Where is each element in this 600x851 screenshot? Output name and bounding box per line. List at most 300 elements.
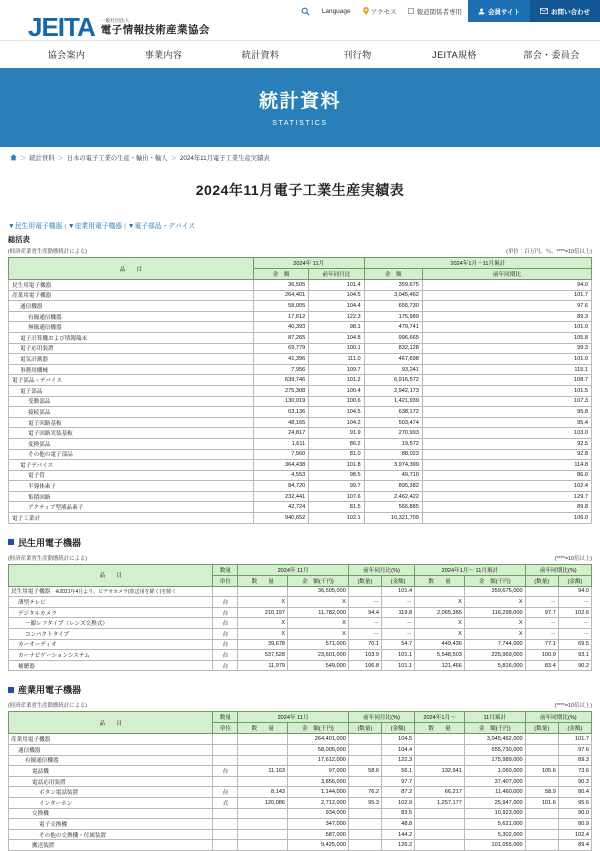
row-yoy: 104.8: [309, 332, 364, 343]
summary-table: [8, 257, 592, 524]
row-cum-amount: 996,665: [364, 332, 422, 343]
row-qty: 11,979: [238, 660, 288, 671]
brand-sub-small: 一般社団法人: [100, 18, 130, 24]
row-amount: 264,401,000: [288, 734, 349, 745]
nav-item-standards[interactable]: JEITA規格: [432, 50, 477, 60]
industrial-col-item: 品 目: [9, 712, 213, 734]
row-cum-amount: 37,407,000: [464, 776, 525, 787]
table-row: [9, 481, 592, 492]
row-amount: X: [288, 597, 349, 608]
row-item-name: デジタルカメラ: [9, 607, 213, 618]
row-amount: 69,779: [253, 343, 308, 354]
search-button[interactable]: [295, 0, 316, 22]
utility-item-press[interactable]: [402, 0, 468, 22]
row-yoy: 100.1: [309, 343, 364, 354]
member-site-label: 会員サイト: [487, 8, 520, 16]
summary-col-amount: 金 額: [253, 269, 308, 280]
row-amount: 587,000: [288, 829, 349, 840]
row-yoy: 101.4: [309, 280, 364, 291]
row-cum-qty: [415, 776, 465, 787]
summary-title: 総括表: [8, 235, 30, 244]
row-unit: 台: [213, 629, 238, 640]
row-amount: 17,612,000: [288, 755, 349, 766]
row-unit: 台: [213, 618, 238, 629]
row-cum-yoy: 106.0: [422, 513, 591, 524]
row-item-name: 産業用電子機器: [9, 290, 254, 301]
row-amount: 2,712,000: [288, 797, 349, 808]
row-yoy-amount: 101.4: [381, 586, 414, 597]
row-cum-qty: X: [415, 618, 465, 629]
row-yoy: 98.5: [309, 470, 364, 481]
page-title: 2024年11月電子工業生産実績表: [195, 182, 405, 198]
table-row: [9, 808, 592, 819]
summary-col-item: 品 目: [9, 258, 254, 280]
row-item-name: 電子計算機および情報端末: [9, 332, 254, 343]
table-row: [9, 470, 592, 481]
row-yoy-amount: 48.8: [381, 819, 414, 830]
row-cum-amount: 116,298,000: [464, 607, 525, 618]
content-area: [0, 220, 600, 851]
table-row: [9, 280, 592, 291]
row-cum-yoy-amount: 95.6: [558, 797, 591, 808]
row-cum-amount: 2,462,422: [364, 491, 422, 502]
row-cum-amount: 5,302,000: [464, 829, 525, 840]
table-row: [9, 428, 592, 439]
industrial-col-qty-unit-1: 数量: [213, 712, 238, 723]
row-cum-yoy-amount: 90.3: [558, 776, 591, 787]
row-yoy-amount: 144.2: [381, 829, 414, 840]
row-item-name: 民生用電子機器 ※2021年4月より、ビデオカメラ(放送用を除く)を除く: [9, 586, 213, 597]
row-item-name: 電子デバイス: [9, 460, 254, 471]
row-amount: 36,505,000: [288, 586, 349, 597]
hero-subtitle: STATISTICS: [272, 120, 328, 127]
industrial-col-month: 2024年 11月: [238, 712, 349, 723]
row-cum-amount: X: [464, 618, 525, 629]
square-bullet-icon: [8, 687, 14, 693]
row-cum-yoy-qty: 105.6: [525, 766, 558, 777]
row-yoy: 107.6: [309, 491, 364, 502]
row-cum-amount: 359,675,000: [464, 586, 525, 597]
row-amount: 347,000: [288, 819, 349, 830]
nav-item-committees[interactable]: 部会・委員会: [523, 50, 580, 60]
row-yoy-amount: 119.8: [381, 607, 414, 618]
row-cum-yoy: 89.8: [422, 502, 591, 513]
row-yoy: 99.7: [309, 481, 364, 492]
row-yoy-amount: 97.7: [381, 776, 414, 787]
row-qty: 120,086: [238, 797, 288, 808]
row-cum-yoy-qty: 97.7: [525, 607, 558, 618]
row-item-name: カーナビゲーションシステム: [9, 650, 213, 661]
anchor-consumer[interactable]: ▼民生用電子機器: [8, 223, 63, 230]
row-cum-qty: 2,065,365: [415, 607, 465, 618]
row-unit: [213, 776, 238, 787]
row-yoy-amount: 54.7: [381, 639, 414, 650]
row-amount: 1,144,000: [288, 787, 349, 798]
row-qty: [238, 734, 288, 745]
row-cum-yoy: 95.4: [422, 417, 591, 428]
industrial-unit-note: (****=10倍以上): [554, 703, 592, 710]
row-cum-amount: 638,172: [364, 407, 422, 418]
row-item-name: 電子交換機: [9, 819, 213, 830]
breadcrumb-item-current: 2024年11月電子工業生産実績表: [179, 155, 270, 162]
row-cum-yoy-qty: [525, 808, 558, 819]
row-cum-yoy-qty: [525, 829, 558, 840]
row-yoy-amount: 104.4: [381, 745, 414, 756]
row-cum-qty: X: [415, 629, 465, 640]
consumer-col-cum-camt: (金額): [558, 575, 591, 586]
row-cum-yoy: 94.0: [422, 280, 591, 291]
consumer-col-camt: (金額): [381, 575, 414, 586]
consumer-col-item: 品 目: [9, 564, 213, 586]
table-row: [9, 396, 592, 407]
nav-item-business[interactable]: 事業内容: [144, 50, 183, 60]
anchor-industrial[interactable]: ▼産業用電子機器: [67, 223, 123, 230]
row-yoy-amount: 101.1: [381, 660, 414, 671]
row-amount: 11,782,000: [288, 607, 349, 618]
row-cum-amount: 49,710: [364, 470, 422, 481]
row-yoy: 86.2: [309, 438, 364, 449]
row-item-name: 搬送装置: [9, 840, 213, 851]
row-cum-yoy-qty: 77.1: [525, 639, 558, 650]
table-row: [9, 311, 592, 322]
row-cum-qty: [415, 745, 465, 756]
industrial-heading-label: 産業用電子機器: [18, 685, 82, 696]
row-yoy-qty: －: [348, 629, 381, 640]
industrial-col-cumulative-a: 2024年1月～: [415, 712, 465, 723]
row-unit: [213, 586, 238, 597]
industrial-col-cum-qty: 数 量: [415, 723, 465, 734]
row-yoy-amount: 102.9: [381, 797, 414, 808]
consumer-col-cum-qty: 数 量: [415, 575, 465, 586]
industrial-source: (経済産業省生産動態統計による): [8, 703, 88, 710]
row-cum-amount: 1,421,939: [364, 396, 422, 407]
row-cum-amount: 5,621,000: [464, 819, 525, 830]
row-cum-amount: 101,055,000: [464, 840, 525, 851]
row-amount: 17,612: [253, 311, 308, 322]
row-cum-qty: 121,466: [415, 660, 465, 671]
consumer-col-yoy-cum: 前年同期比(%): [525, 564, 591, 575]
row-qty: [238, 808, 288, 819]
row-item-name: 接続部品: [9, 407, 254, 418]
row-amount: 48,165: [253, 417, 308, 428]
row-item-name: 電子回路基板: [9, 417, 254, 428]
summary-col-yoy-month: 前年同月比: [309, 269, 364, 280]
row-yoy: 111.0: [309, 354, 364, 365]
row-yoy-qty: 103.9: [348, 650, 381, 661]
table-row: [9, 797, 592, 808]
table-row: [9, 301, 592, 312]
row-item-name: 有線通信機器: [9, 311, 254, 322]
row-unit: [213, 734, 238, 745]
row-cum-qty: [415, 819, 465, 830]
row-amount: 130,019: [253, 396, 308, 407]
breadcrumb-separator: ＞: [170, 155, 177, 162]
row-qty: X: [238, 629, 288, 640]
row-amount: 58,005,000: [288, 745, 349, 756]
row-item-name: アクティブ型液晶素子: [9, 502, 254, 513]
consumer-col-cqty: (数量): [348, 575, 381, 586]
utility-item-access[interactable]: [357, 0, 403, 22]
row-item-name: 電話機: [9, 766, 213, 777]
row-cum-qty: 66,217: [415, 787, 465, 798]
industrial-col-yoy-cum: 前年同期比(%): [525, 712, 591, 723]
row-cum-amount: 11,460,000: [464, 787, 525, 798]
table-row: [9, 660, 592, 671]
row-item-name: 通信機器: [9, 301, 254, 312]
row-cum-yoy-qty: －: [525, 597, 558, 608]
row-yoy: 104.4: [309, 301, 364, 312]
table-row: [9, 776, 592, 787]
industrial-table: [8, 711, 592, 851]
table-row: [9, 460, 592, 471]
row-item-name: 集積回路: [9, 491, 254, 502]
table-row: [9, 629, 592, 640]
row-yoy: 109.7: [309, 364, 364, 375]
row-qty: [238, 840, 288, 851]
row-yoy-amount: 56.1: [381, 766, 414, 777]
row-cum-amount: 655,730: [364, 301, 422, 312]
row-yoy-amount: 126.2: [381, 840, 414, 851]
row-amount: 7,956: [253, 364, 308, 375]
row-cum-yoy-qty: [525, 745, 558, 756]
consumer-head-row-1: [9, 564, 592, 575]
row-item-name: 民生用電子機器: [9, 280, 254, 291]
consumer-col-amount: 金 額(千円): [288, 575, 349, 586]
summary-col-cumulative: 2024年1月－11月累計: [364, 258, 591, 269]
table-row: [9, 385, 592, 396]
row-item-name: 電子部品・デバイス: [9, 375, 254, 386]
summary-unit-note: (単位：百万円、％、****=10倍以上): [506, 249, 592, 255]
table-row: [9, 322, 592, 333]
mail-icon: [540, 8, 548, 14]
row-item-name: 無線通信機器: [9, 322, 254, 333]
utility-item-language[interactable]: [316, 0, 357, 22]
row-cum-yoy-qty: [525, 755, 558, 766]
member-site-button[interactable]: [468, 0, 530, 22]
row-yoy-qty: [348, 776, 381, 787]
row-unit: [213, 819, 238, 830]
row-cum-yoy-amount: 102.6: [558, 607, 591, 618]
row-cum-amount: 19,572: [364, 438, 422, 449]
utility-item-label: アクセス: [370, 8, 397, 16]
consumer-unit-note: (****=10倍以上): [554, 555, 592, 562]
row-cum-amount: 467,698: [364, 354, 422, 365]
row-item-name: 有線通信機器: [9, 755, 213, 766]
row-cum-yoy-amount: 97.6: [558, 745, 591, 756]
row-cum-yoy: 103.0: [422, 428, 591, 439]
square-bullet-icon: [8, 539, 14, 545]
utility-item-label: Language: [321, 7, 351, 15]
row-cum-yoy: 108.7: [422, 375, 591, 386]
industrial-col-amount: 金 額(千円): [288, 723, 349, 734]
row-cum-amount: 175,989,000: [464, 755, 525, 766]
consumer-source: (経済産業省生産動態統計による): [8, 555, 88, 562]
row-amount: 940,652: [253, 513, 308, 524]
row-yoy-qty: [348, 840, 381, 851]
row-amount: 23,601,000: [288, 650, 349, 661]
row-cum-amount: 1,060,000: [464, 766, 525, 777]
row-cum-amount: X: [464, 629, 525, 640]
row-item-name: ボタン電話装置: [9, 787, 213, 798]
table-row: [9, 407, 592, 418]
row-amount: 3,856,000: [288, 776, 349, 787]
consumer-heading-label: 民生用電子機器: [18, 537, 82, 548]
breadcrumb: [0, 147, 600, 168]
row-cum-amount: 895,382: [364, 481, 422, 492]
summary-caption: [8, 247, 592, 255]
table-row: [9, 618, 592, 629]
industrial-col-qty-unit-2: 単位: [213, 723, 238, 734]
row-cum-amount: 6,916,572: [364, 375, 422, 386]
row-cum-yoy-qty: 100.9: [525, 650, 558, 661]
row-yoy: 122.3: [309, 311, 364, 322]
industrial-col-cqty: (数量): [348, 723, 381, 734]
row-amount: 24,817: [253, 428, 308, 439]
row-cum-yoy-qty: 58.9: [525, 787, 558, 798]
table-row: [9, 513, 592, 524]
row-yoy-amount: 87.2: [381, 787, 414, 798]
summary-col-yoy-cum: 前年同期比: [422, 269, 591, 280]
table-row: [9, 734, 592, 745]
row-cum-yoy-amount: －: [558, 618, 591, 629]
row-yoy: 98.1: [309, 322, 364, 333]
row-yoy-qty: 76.2: [348, 787, 381, 798]
breadcrumb-separator: ＞: [20, 155, 27, 162]
row-item-name: 交換機: [9, 808, 213, 819]
consumer-col-yoy-month: 前年同月比(%): [348, 564, 414, 575]
row-yoy: 100.4: [309, 385, 364, 396]
row-amount: 58,005: [253, 301, 308, 312]
row-yoy-qty: [348, 586, 381, 597]
row-cum-yoy-qty: 83.4: [525, 660, 558, 671]
industrial-head-row-1: [9, 712, 592, 723]
row-amount: 934,000: [288, 808, 349, 819]
nav-item-statistics[interactable]: 統計資料: [241, 50, 280, 60]
row-cum-yoy: 115.1: [422, 364, 591, 375]
table-row: [9, 787, 592, 798]
row-item-name: 電話応用装置: [9, 776, 213, 787]
row-cum-amount: 655,730,000: [464, 745, 525, 756]
summary-col-amount2: 金 額: [364, 269, 422, 280]
row-item-name: 電子回路実装基板: [9, 428, 254, 439]
table-row: [9, 586, 592, 597]
breadcrumb-item-statistics[interactable]: 統計資料: [29, 155, 55, 162]
main-navigation: [0, 40, 600, 68]
row-yoy: 104.5: [309, 290, 364, 301]
row-cum-yoy-qty: －: [525, 618, 558, 629]
row-cum-yoy-amount: 80.9: [558, 819, 591, 830]
row-yoy-amount: －: [381, 597, 414, 608]
row-yoy-amount: 83.5: [381, 808, 414, 819]
breadcrumb-separator: ＞: [57, 155, 64, 162]
row-cum-qty: 5,548,503: [415, 650, 465, 661]
summary-col-month: 2024年 11月: [253, 258, 364, 269]
row-cum-yoy-qty: [525, 586, 558, 597]
row-unit: 台: [213, 607, 238, 618]
row-cum-qty: [415, 829, 465, 840]
row-yoy-qty: －: [348, 597, 381, 608]
row-cum-yoy: 114.8: [422, 460, 591, 471]
consumer-col-cum-cqty: (数量): [525, 575, 558, 586]
row-amount: 36,505: [253, 280, 308, 291]
row-unit: [213, 840, 238, 851]
row-qty: [238, 829, 288, 840]
row-item-name: 一眼レフタイプ（レンズ交換式）: [9, 618, 213, 629]
nav-item-about[interactable]: 協会案内: [47, 50, 86, 60]
row-yoy: 100.6: [309, 396, 364, 407]
logo-text: JEITA: [28, 12, 95, 42]
row-item-name: カーオーディオ: [9, 639, 213, 650]
row-yoy-amount: 101.1: [381, 650, 414, 661]
row-qty: [238, 755, 288, 766]
row-qty: 39,678: [238, 639, 288, 650]
square-icon: [408, 8, 414, 14]
site-logo[interactable]: [28, 14, 210, 40]
row-cum-yoy: 129.7: [422, 491, 591, 502]
row-cum-amount: 25,947,000: [464, 797, 525, 808]
row-qty: 8,143: [238, 787, 288, 798]
row-cum-amount: 566,885: [364, 502, 422, 513]
row-yoy-qty: [348, 755, 381, 766]
row-cum-yoy-amount: 69.5: [558, 639, 591, 650]
row-qty: 210,197: [238, 607, 288, 618]
row-cum-qty: [415, 755, 465, 766]
row-amount: 87,265: [253, 332, 308, 343]
row-qty: [238, 586, 288, 597]
row-cum-yoy-amount: 93.1: [558, 650, 591, 661]
row-cum-amount: 270,993: [364, 428, 422, 439]
breadcrumb-item-production[interactable]: 日本の電子工業の生産・輸出・輸入: [66, 155, 168, 162]
industrial-col-cum-cqty: (数量): [525, 723, 558, 734]
home-icon[interactable]: [10, 154, 17, 161]
utility-item-label: 報道関係者専用: [416, 8, 462, 16]
row-cum-yoy: 101.5: [422, 385, 591, 396]
row-unit: 台: [213, 639, 238, 650]
row-yoy-qty: －: [348, 618, 381, 629]
row-cum-yoy: 92.5: [422, 438, 591, 449]
table-row: [9, 745, 592, 756]
row-unit: 台: [213, 766, 238, 777]
row-yoy-qty: [348, 819, 381, 830]
row-yoy-qty: [348, 745, 381, 756]
anchor-components[interactable]: ▼電子部品・デバイス: [127, 223, 196, 230]
row-yoy: 81.5: [309, 502, 364, 513]
row-yoy-qty: [348, 734, 381, 745]
row-amount: 7,560: [253, 449, 308, 460]
row-yoy-amount: －: [381, 618, 414, 629]
table-row: [9, 755, 592, 766]
contact-button[interactable]: [530, 0, 600, 22]
row-yoy-qty: 70.1: [348, 639, 381, 650]
industrial-col-yoy-month: 前年同月比(%): [348, 712, 414, 723]
row-cum-amount: 93,241: [364, 364, 422, 375]
row-qty: X: [238, 618, 288, 629]
table-row: [9, 332, 592, 343]
row-amount: 275,308: [253, 385, 308, 396]
row-qty: [238, 819, 288, 830]
industrial-caption: [8, 701, 592, 709]
row-cum-yoy-qty: －: [525, 629, 558, 640]
row-yoy: 91.9: [309, 428, 364, 439]
nav-item-publications[interactable]: 刊行物: [343, 50, 372, 60]
row-qty: [238, 745, 288, 756]
row-cum-amount: 225,969,000: [464, 650, 525, 661]
row-unit: [213, 745, 238, 756]
row-unit: 式: [213, 797, 238, 808]
row-item-name: その他の交換機・付属装置: [9, 829, 213, 840]
row-item-name: 産業用電子機器: [9, 734, 213, 745]
row-yoy: 81.0: [309, 449, 364, 460]
